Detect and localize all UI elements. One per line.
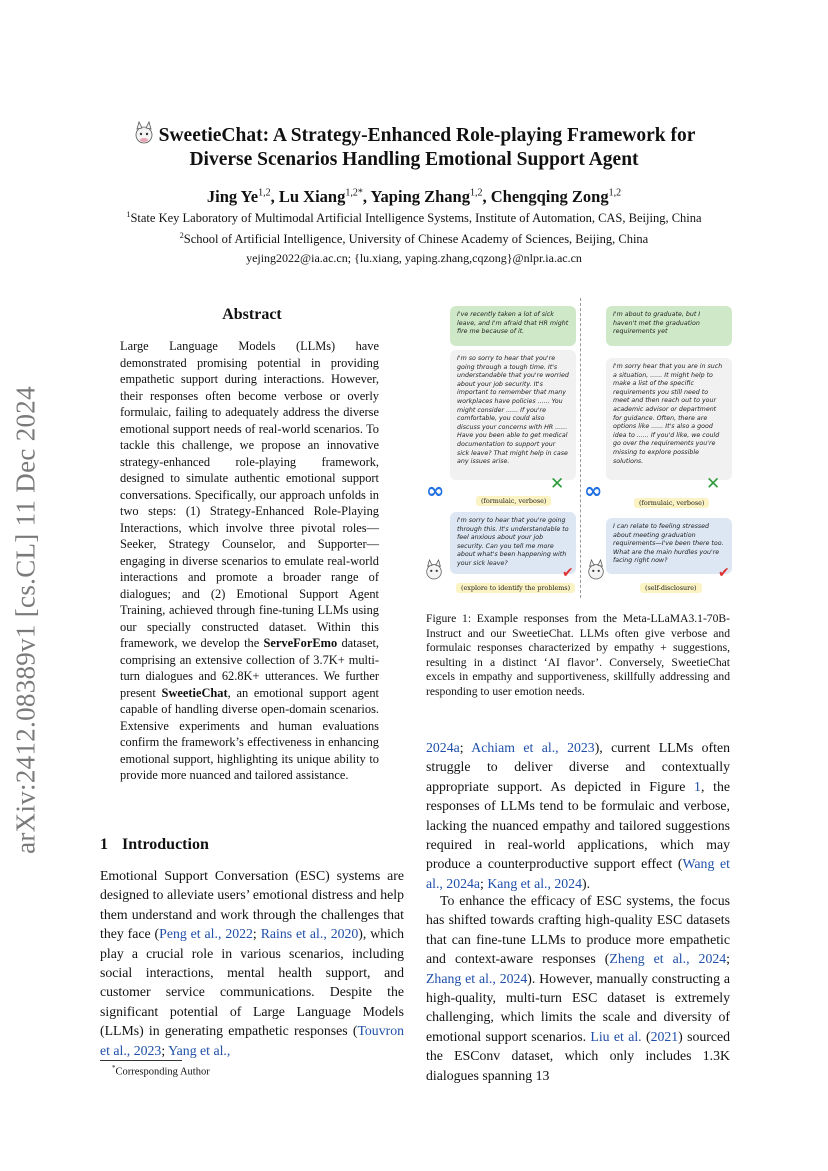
paper-title — [100, 120, 728, 172]
intro-right-para-1: 2024a; Achiam et al., 2023), current LLMs often struggle to deliver diverse and contextually appropriate support. As depicted in Figure 1, the responses of LLMs tend to be formulaic and verbose, lacking the nuanced empathy and tailored suggestions required in real-world applications, which may produce a counterproductive support effect (Wang et al., 2024a; Kang et al., 2024). — [426, 740, 730, 891]
meta-infinity-icon: ∞ — [584, 479, 603, 504]
citation-link[interactable]: Touvron et al., 2023 — [100, 1023, 404, 1058]
citation-link[interactable]: Yang et al., — [168, 1042, 231, 1058]
title-line-1: SweetieChat: A Strategy-Enhanced Role-playing Framework for — [158, 125, 696, 146]
intro-left-column: Emotional Support Conversation (ESC) systems are designed to alleviate users’ emotional distress and help them understand and work through the challenges that they face (Peng et al., 2022; Rains et al., 2020), which play a crucial role in various scenarios, including social interactions, mental health support, and customer service communications. Despite the significant potential of Large Language Models (LLMs) in generating empathetic responses (Touvron et al., 2023; Yang et al., — [100, 868, 404, 1058]
arxiv-stamp: arXiv:2412.08389v1 [cs.CL] 11 Dec 2024 — [10, 386, 41, 854]
author-name: Lu Xiang — [278, 187, 346, 206]
affiliation-1: $^1$State Key Laboratory of Multimodal Artificial Intelligence Systems, Institute of Automation, CAS, Beijing, China — [126, 210, 702, 226]
citation-link[interactable]: Achiam et al., 2023 — [471, 740, 595, 755]
check-mark-icon: ✔ — [562, 565, 574, 581]
right-llm-bubble: I'm sorry hear that you are in such a situation, ...... It might help to make a list of the specific requirements you still need to meet and then reach out to your academic advisor or department for guidance. Often, there are options like ...... It's also a good idea to ...... If you'd like, we could go over the requirements you're missing to explore possible solutions. — [606, 358, 732, 480]
right-tag-formulaic: (formulaic, verbose) — [634, 498, 709, 508]
x-mark-icon: ✕ — [550, 474, 565, 494]
figure-1 — [422, 298, 740, 600]
abstract-body: Large Language Models (LLMs) have demonstrated promising potential in providing empathetic support during interactions. However, their responses often become verbose or overly formulaic, failing to adequately address the diverse emotional support needs of real-world scenarios. To tackle this challenge, we propose an innovative strategy-enhanced role-playing framework, designed to simulate authentic emotional support conversations. Specifically, our approach unfolds in two steps: (1) Strategy-Enhanced Role-Playing Interactions, which involve three pivotal roles—Seeker, Strategy Counselor, and Supporter—engaging in diverse scenarios to emulate real-world interactions and promote a broader range of dialogues; and (2) Emotional Support Agent Training, achieved through fine-tuning LLMs using our specially constructed dataset. Within this framework, we develop the ServeForEmo dataset, comprising an extensive collection of 3.7K+ multi-turn dialogues and 62.8K+ utterances. We further present SweetieChat, an emotional support agent capable of handling diverse open-domain scenarios. Extensive experiments and human evaluations confirm the framework’s effectiveness in enhancing emotional support, highlighting its unique ability to provide more nuanced and tailored assistance. — [120, 339, 379, 782]
section-heading: 1 Introduction — [100, 836, 209, 853]
x-mark-icon: ✕ — [706, 474, 721, 494]
mascot-icon — [586, 558, 606, 580]
footnote-rule — [100, 1060, 182, 1061]
affiliation-2: $^2$School of Artificial Intelligence, University of Chinese Academy of Sciences, Beijing, China — [179, 231, 649, 247]
right-tag-self-disclosure: (self-disclosure) — [640, 583, 702, 593]
citation-link[interactable]: 2024a — [426, 740, 460, 755]
citation-link[interactable]: Rains et al., 2020 — [260, 926, 359, 942]
author-name: Jing Ye — [206, 187, 259, 206]
figure-ref-link[interactable]: 1 — [694, 778, 701, 794]
title-line-2: Diverse Scenarios Handling Emotional Support Agent — [189, 149, 639, 170]
abstract-heading: Abstract — [222, 306, 282, 323]
citation-link[interactable]: Peng et al., 2022 — [159, 926, 253, 942]
check-mark-icon: ✔ — [718, 565, 730, 581]
citation-link[interactable]: Wang et al., 2024a — [426, 856, 730, 891]
intro-right-para-2: To enhance the efficacy of ESC systems, the focus has shifted towards crafting high-quality ESC datasets that can fine-tune LLMs to produce more empathetic and context-aware responses (Zheng et al., 2024; Zhang et al., 2024). However, manually constructing a high-quality, multi-turn ESC dataset is extremely challenging, which limits the scale and diversity of emotional support scenarios. Liu et al. (2021) sourced the ESConv dataset, which only includes 1.3K dialogues spanning 13 — [426, 893, 731, 1083]
figure-caption: Figure 1: Example responses from the Meta-LLaMA3.1-70B-Instruct and our SweetieChat. LLMs often give verbose and formulaic responses characterized by empathy + suggestions, resulting in a distinct ‘AI flavor’. Conversely, SweetieChat excels in empathy and supportiveness, skillfully addressing and responding to user emotion needs. — [426, 612, 730, 698]
citation-link[interactable]: Liu et al. — [590, 1028, 642, 1044]
figure-divider — [580, 298, 581, 598]
author-name: Chengqing Zong — [490, 187, 609, 206]
mascot-icon — [424, 558, 444, 580]
mascot-logo-icon — [133, 120, 155, 144]
left-tag-formulaic: (formulaic, verbose) — [476, 496, 551, 506]
left-user-bubble: I've recently taken a lot of sick leave, and I'm afraid that HR might fire me because of it. — [450, 306, 576, 346]
author-name: Yaping Zhang — [370, 187, 470, 206]
citation-link[interactable]: Zhang et al., 2024 — [426, 970, 528, 986]
model-name: SweetieChat — [161, 685, 228, 700]
right-user-bubble: I'm about to graduate, but I haven't met the graduation requirements yet — [606, 306, 732, 346]
author-list: Jing Ye$^{1,2}$, Lu Xiang$^{1,2*}$, Yaping Zhang$^{1,2}$, Chengqing Zong$^{1,2}$ — [206, 187, 622, 206]
left-tag-explore: (explore to identify the problems) — [456, 583, 575, 593]
citation-link[interactable]: 2021 — [650, 1028, 679, 1044]
citation-link[interactable]: Kang et al., 2024 — [487, 875, 582, 891]
left-ours-bubble: I'm sorry to hear that you're going through this. It's understandable to feel anxious about your job security. Can you tell me more about what's been happening with your sick leave? — [450, 512, 576, 574]
author-emails: yejing2022@ia.ac.cn; {lu.xiang, yaping.zhang,cqzong}@nlpr.ia.ac.cn — [246, 251, 582, 265]
right-ours-bubble: I can relate to feeling stressed about meeting graduation requirements—I've been there too. What are the main hurdles you're facing right now? — [606, 518, 732, 574]
dataset-name: ServeForEmo — [263, 636, 338, 650]
meta-infinity-icon: ∞ — [426, 479, 445, 504]
citation-link[interactable]: Zheng et al., 2024 — [609, 951, 727, 967]
left-llm-bubble: I'm so sorry to hear that you're going through a tough time. It's understandable that you're worried about your job security. It's important to remember that many workplaces have policies ...... You might consider ...... If you're comfortable, you could also discuss your concerns with HR ...... Have you been able to get medical documentation to support your sick leave? That might help in case any issues arise. — [450, 350, 576, 480]
footnote: *Corresponding Author — [112, 1064, 210, 1078]
